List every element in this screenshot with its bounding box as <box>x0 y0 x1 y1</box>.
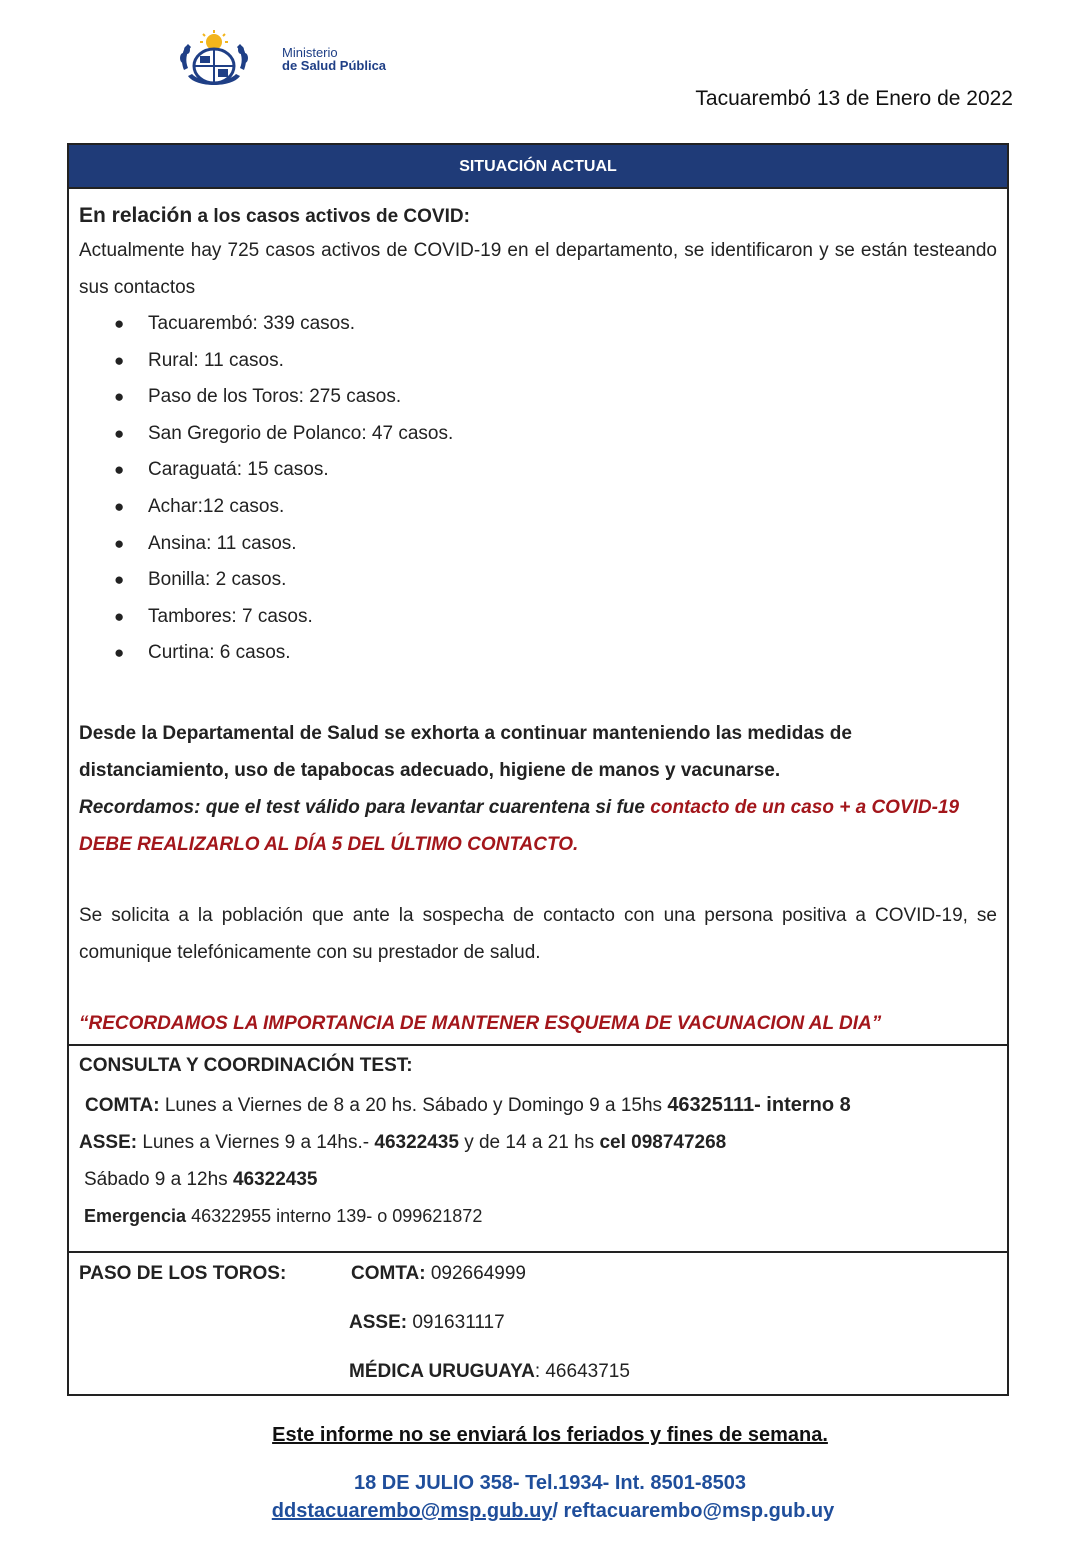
bullet-icon: ● <box>114 570 125 590</box>
email-link-dds[interactable]: ddstacuarembo@msp.gub.uy <box>271 1500 553 1522</box>
paso-medica-label: MÉDICA URUGUAYA <box>349 1361 535 1382</box>
email-ref: reftacuarembo@msp.gub.uy <box>563 1500 835 1522</box>
asse-hours <box>79 1132 726 1154</box>
case-text: San Gregorio de Polanco: 47 casos. <box>148 422 454 444</box>
divider <box>69 1251 1007 1253</box>
reminder-alert-text: contacto de un caso + a COVID-19 DEBE REALIZARLO AL DÍA 5 DEL ÚLTIMO CONTACTO. <box>79 797 960 855</box>
list-item <box>114 452 997 489</box>
paso-medica-phone: : 46643715 <box>534 1361 630 1382</box>
bullet-icon: ● <box>114 387 125 407</box>
consult-title: CONSULTA Y COORDINACIÓN TEST: <box>79 1055 413 1076</box>
case-text: Caraguatá: 15 casos. <box>148 459 329 481</box>
comta-hours <box>85 1094 851 1117</box>
bullet-icon: ● <box>114 423 125 443</box>
case-text: Bonilla: 2 casos. <box>148 569 287 591</box>
emergency-line <box>84 1206 482 1227</box>
population-request: Se solicita a la población que ante la sospecha de contacto con una persona positiva a COVID-19, se comunique telefónicamente con su prestador de salud. <box>79 905 997 963</box>
bullet-icon: ● <box>114 643 125 663</box>
email-separator: / <box>552 1500 564 1522</box>
case-text: Ansina: 11 casos. <box>148 532 297 554</box>
asse-label: ASSE: <box>79 1132 138 1153</box>
asse-phone-1: 46322435 <box>374 1132 459 1153</box>
paso-comta-phone: 092664999 <box>425 1263 526 1284</box>
list-item <box>114 635 997 672</box>
bullet-icon: ● <box>114 350 125 370</box>
bullet-icon: ● <box>114 460 125 480</box>
paso-asse-label: ASSE: <box>349 1312 408 1333</box>
ministry-brand <box>282 46 386 72</box>
case-text: Achar:12 casos. <box>148 495 285 517</box>
section-header: SITUACIÓN ACTUAL <box>69 145 1007 189</box>
brand-line-2: de Salud Pública <box>282 58 387 73</box>
title-big: En relación <box>79 204 193 227</box>
footer-emails <box>0 1500 1080 1523</box>
asse-phone-2: cel 098747268 <box>599 1132 727 1153</box>
emergency-label: Emergencia <box>84 1206 187 1226</box>
saturday-phone: 46322435 <box>232 1169 318 1190</box>
list-item <box>114 306 997 343</box>
list-item <box>114 489 997 526</box>
bullet-icon: ● <box>114 533 125 553</box>
comta-phone: 46325111- interno 8 <box>667 1094 851 1116</box>
paso-asse <box>349 1312 505 1334</box>
msp-logo-icon <box>178 30 250 92</box>
weekend-note: Este informe no se enviará los feriados y fines de semana. <box>272 1424 828 1446</box>
title-rest: a los casos activos de COVID: <box>192 206 470 227</box>
list-item <box>114 562 997 599</box>
report-date: Tacuarembó 13 de Enero de 2022 <box>695 87 1013 110</box>
brand-line-1: Ministerio <box>282 45 338 60</box>
list-item <box>114 526 997 563</box>
list-item <box>114 416 997 453</box>
paso-medica <box>349 1361 630 1383</box>
saturday-text: Sábado 9 a 12hs <box>84 1169 233 1190</box>
report-box <box>67 143 1009 1396</box>
reminder-text: Recordamos: que el test válido para levantar cuarentena si fue <box>79 797 651 818</box>
divider <box>69 1044 1007 1046</box>
list-item <box>114 343 997 380</box>
list-item <box>114 379 997 416</box>
vaccination-slogan: “RECORDAMOS LA IMPORTANCIA DE MANTENER ESQUEMA DE VACUNACION AL DIA” <box>79 1013 882 1034</box>
paso-comta <box>351 1263 526 1285</box>
bullet-icon: ● <box>114 496 125 516</box>
exhortation-paragraph <box>79 715 997 863</box>
bullet-icon: ● <box>114 314 125 333</box>
case-text: Paso de los Toros: 275 casos. <box>148 386 402 408</box>
exhortation-text: Desde la Departamental de Salud se exhorta a continuar manteniendo las medidas de distanciamiento, uso de tapabocas adecuado, higiene de manos y vacunarse. <box>79 723 852 781</box>
bullet-icon: ● <box>114 606 125 626</box>
asse-text-1: Lunes a Viernes 9 a 14hs.- <box>137 1132 375 1153</box>
active-cases-section <box>79 201 997 672</box>
case-text: Tambores: 7 casos. <box>148 605 313 627</box>
footer-address: 18 DE JULIO 358- Tel.1934- Int. 8501-8503 <box>353 1472 747 1494</box>
emergency-text: 46322955 interno 139- o 099621872 <box>186 1206 483 1226</box>
cases-list <box>114 306 997 672</box>
comta-text: Lunes a Viernes de 8 a 20 hs. Sábado y Domingo 9 a 15hs <box>159 1095 668 1116</box>
active-cases-intro: Actualmente hay 725 casos activos de COVID-19 en el departamento, se identificaron y se están testeando sus contactos <box>79 240 997 298</box>
list-item <box>114 599 997 636</box>
saturday-hours <box>84 1169 318 1191</box>
paso-asse-phone: 091631117 <box>407 1312 505 1333</box>
asse-text-2: y de 14 a 21 hs <box>458 1132 600 1153</box>
active-cases-title <box>79 201 997 232</box>
case-text: Tacuarembó: 339 casos. <box>148 313 356 334</box>
comta-label: COMTA: <box>85 1095 160 1116</box>
case-text: Curtina: 6 casos. <box>148 642 291 664</box>
paso-comta-label: COMTA: <box>351 1263 426 1284</box>
case-text: Rural: 11 casos. <box>148 349 284 371</box>
paso-title: PASO DE LOS TOROS: <box>79 1263 287 1284</box>
